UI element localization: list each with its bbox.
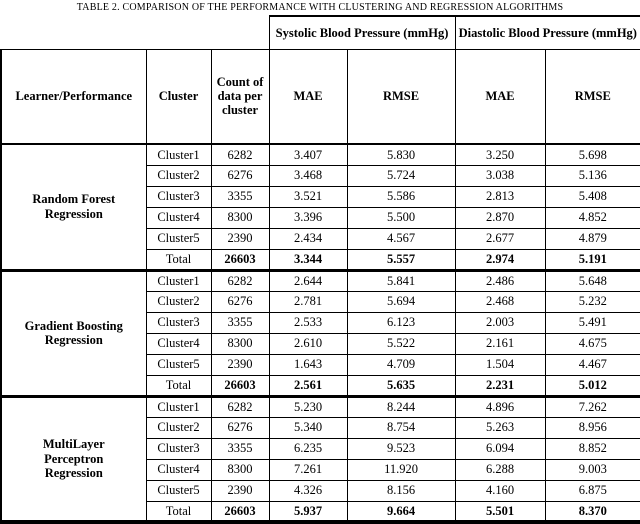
cell-dia-rmse: 5.012 [545,375,640,396]
col-header-count: Count of data per cluster [211,49,269,144]
table-header [1,16,640,144]
data-row [1,396,640,417]
cell-dia-rmse: 5.491 [545,312,640,333]
cell-cluster: Total [146,375,211,396]
cell-dia-mae: 1.504 [455,354,545,375]
cell-count: 3355 [211,312,269,333]
cell-count: 6276 [211,417,269,438]
cell-dia-rmse: 5.232 [545,291,640,312]
cell-count: 8300 [211,333,269,354]
cell-dia-mae: 4.896 [455,396,545,417]
cell-sys-mae: 7.261 [269,459,347,480]
cell-dia-rmse: 5.136 [545,165,640,186]
cell-sys-mae: 2.610 [269,333,347,354]
cell-dia-rmse: 5.408 [545,186,640,207]
cell-sys-rmse: 5.635 [347,375,455,396]
col-header-sys-mae: MAE [269,49,347,144]
cell-sys-rmse: 5.724 [347,165,455,186]
cell-sys-mae: 6.235 [269,438,347,459]
col-header-dia-mae: MAE [455,49,545,144]
cell-sys-rmse: 9.664 [347,501,455,522]
cell-dia-rmse: 8.956 [545,417,640,438]
cell-dia-mae: 2.468 [455,291,545,312]
cell-cluster: Cluster1 [146,270,211,291]
cell-dia-mae: 3.038 [455,165,545,186]
corner-spacer [1,16,269,49]
cell-sys-rmse: 9.523 [347,438,455,459]
cell-dia-rmse: 9.003 [545,459,640,480]
cell-cluster: Cluster1 [146,144,211,165]
cell-dia-mae: 6.288 [455,459,545,480]
cell-cluster: Cluster1 [146,396,211,417]
cell-sys-rmse: 5.694 [347,291,455,312]
cell-dia-mae: 2.003 [455,312,545,333]
cell-sys-rmse: 11.920 [347,459,455,480]
cell-count: 6276 [211,165,269,186]
cell-dia-rmse: 4.852 [545,207,640,228]
cell-dia-mae: 2.677 [455,228,545,249]
learner-name: Random Forest Regression [1,144,146,270]
table-caption: TABLE 2. COMPARISON OF THE PERFORMANCE WITH CLUSTERING AND REGRESSION ALGORITHMS [76,2,564,13]
cell-cluster: Cluster2 [146,165,211,186]
cell-dia-rmse: 4.467 [545,354,640,375]
cell-cluster: Cluster4 [146,459,211,480]
cell-sys-rmse: 5.841 [347,270,455,291]
cell-sys-rmse: 6.123 [347,312,455,333]
cell-count: 26603 [211,501,269,522]
cell-dia-rmse: 8.370 [545,501,640,522]
cell-sys-rmse: 5.586 [347,186,455,207]
cell-sys-rmse: 4.567 [347,228,455,249]
cell-count: 26603 [211,249,269,270]
cell-dia-rmse: 8.852 [545,438,640,459]
cell-sys-rmse: 8.244 [347,396,455,417]
cell-count: 2390 [211,354,269,375]
cell-dia-rmse: 5.191 [545,249,640,270]
cell-dia-mae: 2.161 [455,333,545,354]
cell-count: 6282 [211,396,269,417]
cell-count: 26603 [211,375,269,396]
cell-count: 2390 [211,228,269,249]
cell-dia-mae: 4.160 [455,480,545,501]
group-header-diastolic: Diastolic Blood Pressure (mmHg) [455,16,640,49]
cell-sys-mae: 1.643 [269,354,347,375]
cell-dia-rmse: 7.262 [545,396,640,417]
cell-dia-rmse: 4.879 [545,228,640,249]
cell-sys-mae: 5.340 [269,417,347,438]
cell-dia-rmse: 6.875 [545,480,640,501]
data-row [1,270,640,291]
group-header-systolic: Systolic Blood Pressure (mmHg) [269,16,455,49]
cell-sys-mae: 2.644 [269,270,347,291]
cell-sys-rmse: 5.500 [347,207,455,228]
cell-dia-mae: 2.813 [455,186,545,207]
learner-name: MultiLayer Perceptron Regression [1,396,146,522]
performance-table [0,15,640,524]
cell-cluster: Cluster5 [146,354,211,375]
cell-sys-mae: 4.326 [269,480,347,501]
cell-cluster: Cluster4 [146,207,211,228]
cell-dia-rmse: 5.648 [545,270,640,291]
cell-cluster: Cluster5 [146,480,211,501]
column-header-row [1,49,640,144]
cell-cluster: Cluster2 [146,417,211,438]
cell-count: 3355 [211,438,269,459]
cell-dia-mae: 2.486 [455,270,545,291]
cell-sys-mae: 3.396 [269,207,347,228]
cell-dia-rmse: 5.698 [545,144,640,165]
cell-sys-mae: 3.468 [269,165,347,186]
cell-dia-mae: 6.094 [455,438,545,459]
cell-dia-mae: 2.974 [455,249,545,270]
cell-count: 6276 [211,291,269,312]
cell-dia-mae: 3.250 [455,144,545,165]
cell-count: 6282 [211,144,269,165]
cell-sys-rmse: 4.709 [347,354,455,375]
cell-sys-mae: 5.230 [269,396,347,417]
cell-sys-rmse: 5.830 [347,144,455,165]
data-row [1,144,640,165]
cell-sys-mae: 2.434 [269,228,347,249]
cell-sys-mae: 3.344 [269,249,347,270]
cell-cluster: Cluster3 [146,312,211,333]
cell-dia-rmse: 4.675 [545,333,640,354]
cell-dia-mae: 2.231 [455,375,545,396]
cell-cluster: Cluster5 [146,228,211,249]
cell-count: 8300 [211,459,269,480]
cell-sys-rmse: 8.754 [347,417,455,438]
table-body [1,144,640,522]
cell-sys-mae: 2.781 [269,291,347,312]
cell-cluster: Total [146,249,211,270]
cell-sys-rmse: 5.557 [347,249,455,270]
cell-count: 3355 [211,186,269,207]
cell-sys-rmse: 8.156 [347,480,455,501]
cell-count: 2390 [211,480,269,501]
cell-dia-mae: 2.870 [455,207,545,228]
cell-cluster: Total [146,501,211,522]
col-header-sys-rmse: RMSE [347,49,455,144]
cell-sys-mae: 2.561 [269,375,347,396]
col-header-dia-rmse: RMSE [545,49,640,144]
col-header-cluster: Cluster [146,49,211,144]
cell-sys-mae: 2.533 [269,312,347,333]
cell-cluster: Cluster2 [146,291,211,312]
cell-sys-mae: 5.937 [269,501,347,522]
group-header-row [1,16,640,49]
cell-count: 6282 [211,270,269,291]
cell-dia-mae: 5.501 [455,501,545,522]
cell-sys-mae: 3.521 [269,186,347,207]
cell-cluster: Cluster4 [146,333,211,354]
cell-sys-mae: 3.407 [269,144,347,165]
cell-dia-mae: 5.263 [455,417,545,438]
cell-cluster: Cluster3 [146,438,211,459]
learner-name: Gradient Boosting Regression [1,270,146,396]
col-header-learner: Learner/Performance [1,49,146,144]
cell-sys-rmse: 5.522 [347,333,455,354]
cell-count: 8300 [211,207,269,228]
cell-cluster: Cluster3 [146,186,211,207]
